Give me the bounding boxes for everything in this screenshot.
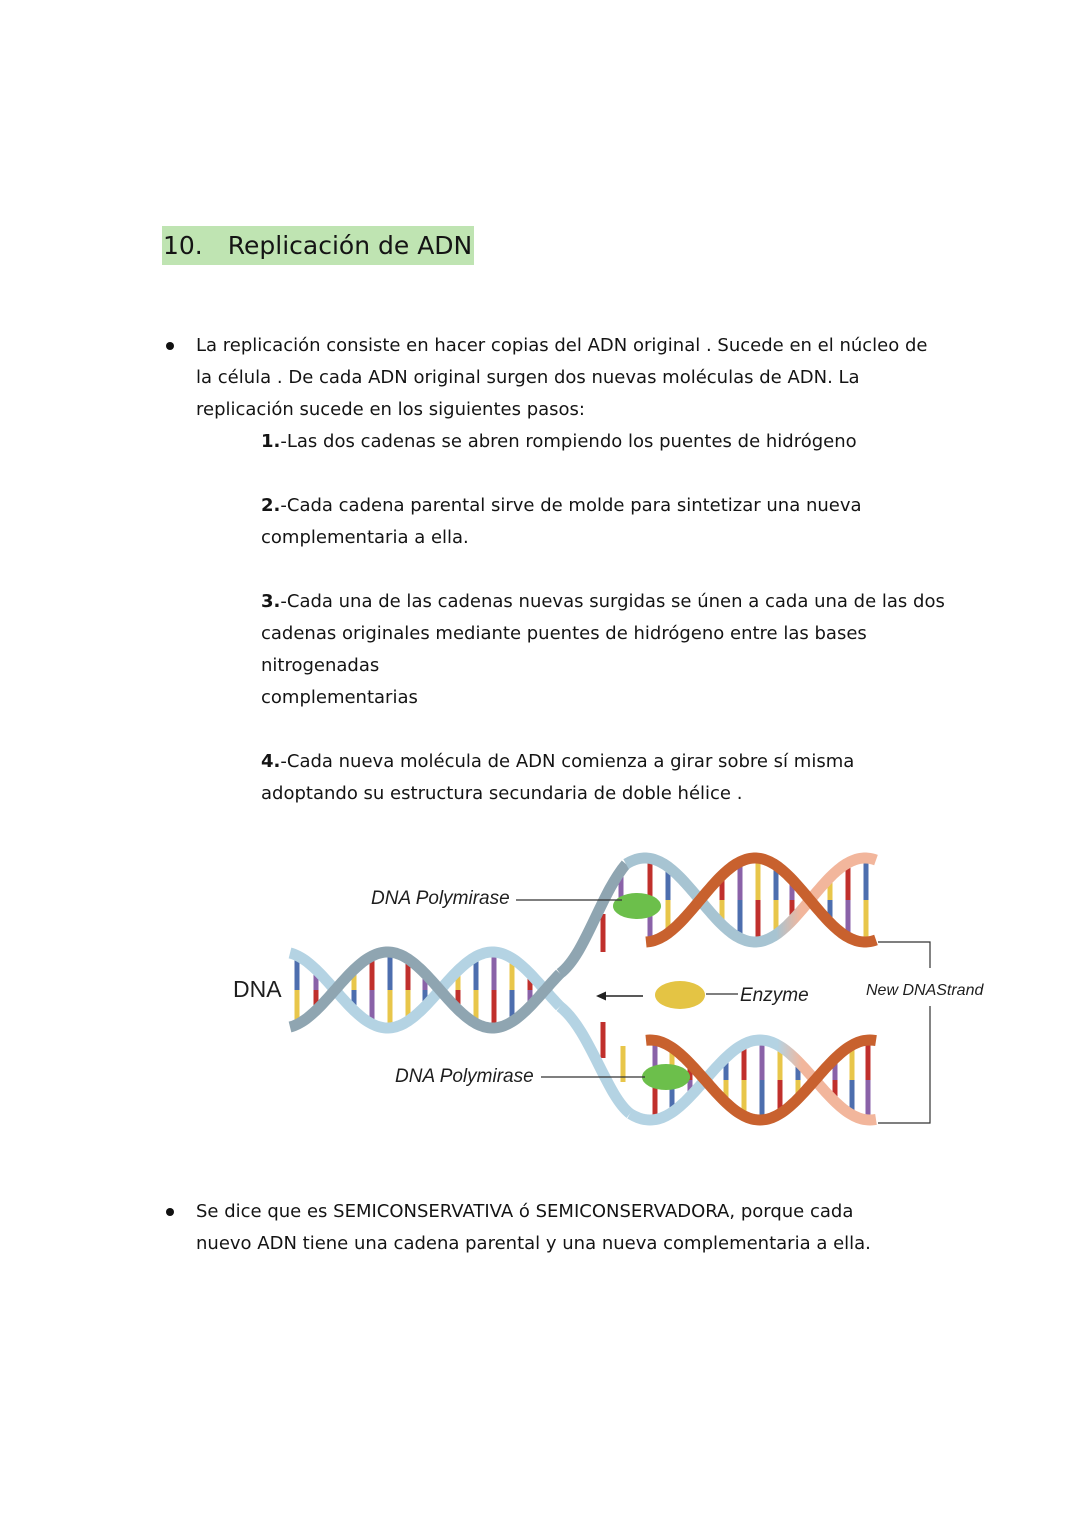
step-line	[261, 746, 945, 778]
section-heading: Replicación de ADN	[227, 231, 473, 260]
step-text: -Cada nueva molécula de ADN comienza a girar sobre sí misma	[280, 751, 855, 772]
step-1	[261, 426, 945, 458]
section-title	[162, 226, 474, 265]
step-line	[261, 586, 945, 618]
section-number: 10.	[163, 231, 203, 260]
dna-label: DNA	[233, 976, 282, 1002]
intro-line: La replicación consiste en hacer copias del ADN original . Sucede en el núcleo de	[196, 335, 928, 356]
bullet-icon	[166, 1208, 174, 1216]
intro-line: la célula . De cada ADN original surgen dos nuevas moléculas de ADN. La	[196, 367, 860, 388]
intro-paragraph	[196, 330, 927, 426]
polymerase-bottom-label: DNA Polymirase	[395, 1066, 534, 1087]
step-text: -Cada cadena parental sirve de molde para sintetizar una nueva	[280, 495, 862, 516]
enzyme-shape	[655, 981, 705, 1009]
conclusion-line: nuevo ADN tiene una cadena parental y una nueva complementaria a ella.	[196, 1233, 871, 1254]
step-4	[261, 746, 945, 810]
step-number: 1.	[261, 431, 281, 452]
step-number: 2.	[261, 495, 281, 516]
new-strand-label: New DNAStrand	[866, 982, 984, 999]
steps-list	[261, 426, 945, 842]
bullet-icon	[166, 342, 174, 350]
step-line: adoptando su estructura secundaria de doble hélice .	[261, 783, 743, 804]
step-line: nitrogenadas	[261, 655, 380, 676]
step-3	[261, 586, 945, 714]
polymerase-top-shape	[613, 893, 661, 919]
conclusion-paragraph	[196, 1196, 871, 1260]
conclusion-line: Se dice que es SEMICONSERVATIVA ó SEMICONSERVADORA, porque cada	[196, 1201, 854, 1222]
polymerase-bottom-shape	[642, 1064, 690, 1090]
step-line: cadenas originales mediante puentes de hidrógeno entre las bases	[261, 623, 867, 644]
step-text: -Cada una de las cadenas nuevas surgidas se únen a cada una de las dos	[280, 591, 945, 612]
step-number: 4.	[261, 751, 281, 772]
new-strand-bracket	[878, 942, 930, 1123]
step-line	[261, 490, 945, 522]
step-text: -Las dos cadenas se abren rompiendo los puentes de hidrógeno	[280, 431, 857, 452]
fork-lower-strand	[560, 1007, 630, 1114]
arrow-left-icon	[596, 992, 606, 1001]
enzyme-label: Enzyme	[740, 985, 809, 1006]
dna-replication-diagram	[0, 840, 1080, 1140]
step-2	[261, 490, 945, 554]
step-line: complementaria a ella.	[261, 527, 469, 548]
intro-line: replicación sucede en los siguientes pasos:	[196, 399, 585, 420]
polymerase-top-label: DNA Polymirase	[371, 888, 510, 909]
fork-upper-strand	[560, 864, 626, 974]
step-number: 3.	[261, 591, 281, 612]
step-line: complementarias	[261, 687, 418, 708]
step-line	[261, 426, 945, 458]
